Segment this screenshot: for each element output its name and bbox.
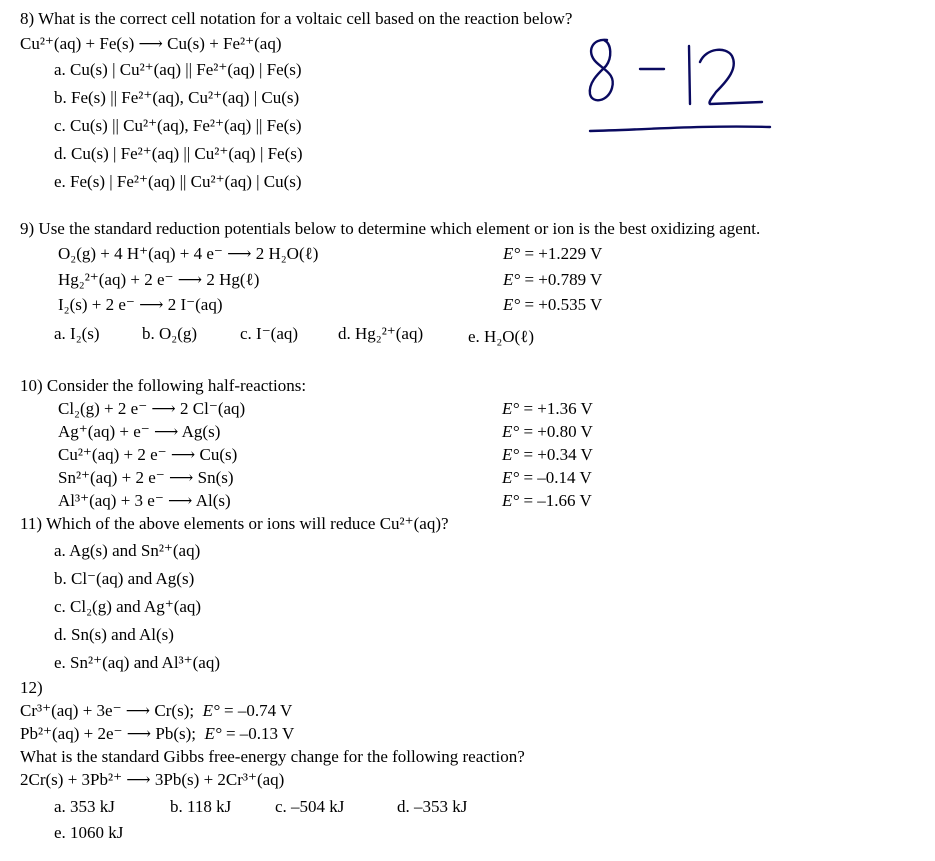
question-11-option-c: c. Cl₂(g) and Ag⁺(aq)	[54, 597, 202, 616]
q10-reaction-3: Cu²⁺(aq) + 2 e⁻ ⟶ Cu(s)	[58, 445, 238, 464]
question-12-option-a: a. 353 kJ	[54, 797, 115, 816]
q10-reaction-1: Cl₂(g) + 2 e⁻ ⟶ 2 Cl⁻(aq)	[58, 399, 246, 418]
question-9-option-d: d. Hg₂²⁺(aq)	[338, 324, 424, 343]
question-8-prompt: 8) What is the correct cell notation for a voltaic cell based on the reaction below?	[20, 9, 573, 28]
e-standard-symbol: E°	[502, 468, 520, 487]
question-9-prompt: 9) Use the standard reduction potentials below to determine which element or ion is the best oxidizing agent.	[20, 219, 761, 238]
q9-potential-2	[503, 269, 602, 291]
q10-potential-5	[502, 490, 592, 512]
e-standard-symbol: E°	[204, 724, 222, 743]
q10-potential-1	[502, 398, 593, 420]
question-11-option-e: e. Sn²⁺(aq) and Al³⁺(aq)	[54, 653, 220, 672]
q10-potential-3	[502, 444, 593, 466]
question-8-option-a: a. Cu(s) | Cu²⁺(aq) || Fe²⁺(aq) | Fe(s)	[54, 60, 302, 79]
potential-value: = –0.13 V	[221, 724, 295, 743]
question-12-prompt: What is the standard Gibbs free-energy change for the following reaction?	[20, 747, 525, 766]
question-11-option-b: b. Cl⁻(aq) and Ag(s)	[54, 569, 195, 588]
q10-potential-4	[502, 467, 592, 489]
potential-value: = –1.66 V	[519, 491, 592, 510]
potential-value: = +1.36 V	[519, 399, 593, 418]
q10-potential-2	[502, 421, 593, 443]
question-8-reaction: Cu²⁺(aq) + Fe(s) ⟶ Cu(s) + Fe²⁺(aq)	[20, 34, 282, 53]
question-9-option-c: c. I⁻(aq)	[240, 324, 299, 343]
q9-reaction-2: Hg₂²⁺(aq) + 2 e⁻ ⟶ 2 Hg(ℓ)	[58, 270, 260, 289]
question-9-option-b: b. O₂(g)	[142, 324, 198, 343]
question-12-reaction: 2Cr(s) + 3Pb²⁺ ⟶ 3Pb(s) + 2Cr³⁺(aq)	[20, 770, 285, 789]
e-standard-symbol: E°	[502, 422, 520, 441]
question-12-option-c: c. –504 kJ	[275, 797, 345, 816]
reaction-text: Pb²⁺(aq) + 2e⁻ ⟶ Pb(s);	[20, 724, 196, 743]
e-standard-symbol: E°	[503, 295, 521, 314]
question-12-number: 12)	[20, 678, 43, 697]
e-standard-symbol: E°	[503, 270, 521, 289]
potential-value: = –0.74 V	[219, 701, 293, 720]
q9-reaction-1: O₂(g) + 4 H⁺(aq) + 4 e⁻ ⟶ 2 H₂O(ℓ)	[58, 244, 319, 263]
potential-value: = –0.14 V	[519, 468, 592, 487]
q12-reaction-1	[20, 700, 292, 722]
q9-reaction-3: I₂(s) + 2 e⁻ ⟶ 2 I⁻(aq)	[58, 295, 223, 314]
question-12-option-e: e. 1060 kJ	[54, 823, 124, 842]
question-12-option-b: b. 118 kJ	[170, 797, 232, 816]
potential-value: = +0.535 V	[520, 295, 603, 314]
question-11-prompt: 11) Which of the above elements or ions will reduce Cu²⁺(aq)?	[20, 514, 449, 533]
question-9-option-a: a. I₂(s)	[54, 324, 100, 343]
e-standard-symbol: E°	[502, 491, 520, 510]
e-standard-symbol: E°	[502, 399, 520, 418]
q10-reaction-2: Ag⁺(aq) + e⁻ ⟶ Ag(s)	[58, 422, 221, 441]
q9-potential-1	[503, 243, 602, 265]
potential-value: = +0.80 V	[519, 422, 593, 441]
reaction-text: Cr³⁺(aq) + 3e⁻ ⟶ Cr(s);	[20, 701, 195, 720]
potential-value: = +0.34 V	[519, 445, 593, 464]
e-standard-symbol: E°	[202, 701, 220, 720]
question-8-option-e: e. Fe(s) | Fe²⁺(aq) || Cu²⁺(aq) | Cu(s)	[54, 172, 302, 191]
question-12-option-d: d. –353 kJ	[397, 797, 468, 816]
q9-potential-3	[503, 294, 602, 316]
question-11-option-a: a. Ag(s) and Sn²⁺(aq)	[54, 541, 201, 560]
q12-reaction-2	[20, 723, 294, 745]
question-8-option-c: c. Cu(s) || Cu²⁺(aq), Fe²⁺(aq) || Fe(s)	[54, 116, 302, 135]
q10-reaction-4: Sn²⁺(aq) + 2 e⁻ ⟶ Sn(s)	[58, 468, 234, 487]
question-11-option-d: d. Sn(s) and Al(s)	[54, 625, 174, 644]
potential-value: = +0.789 V	[520, 270, 603, 289]
q10-reaction-5: Al³⁺(aq) + 3 e⁻ ⟶ Al(s)	[58, 491, 231, 510]
question-10-prompt: 10) Consider the following half-reactions:	[20, 376, 307, 395]
e-standard-symbol: E°	[503, 244, 521, 263]
question-8-option-b: b. Fe(s) || Fe²⁺(aq), Cu²⁺(aq) | Cu(s)	[54, 88, 300, 107]
question-8-option-d: d. Cu(s) | Fe²⁺(aq) || Cu²⁺(aq) | Fe(s)	[54, 144, 303, 163]
e-standard-symbol: E°	[502, 445, 520, 464]
potential-value: = +1.229 V	[520, 244, 603, 263]
question-9-option-e: e. H₂O(ℓ)	[468, 327, 534, 346]
